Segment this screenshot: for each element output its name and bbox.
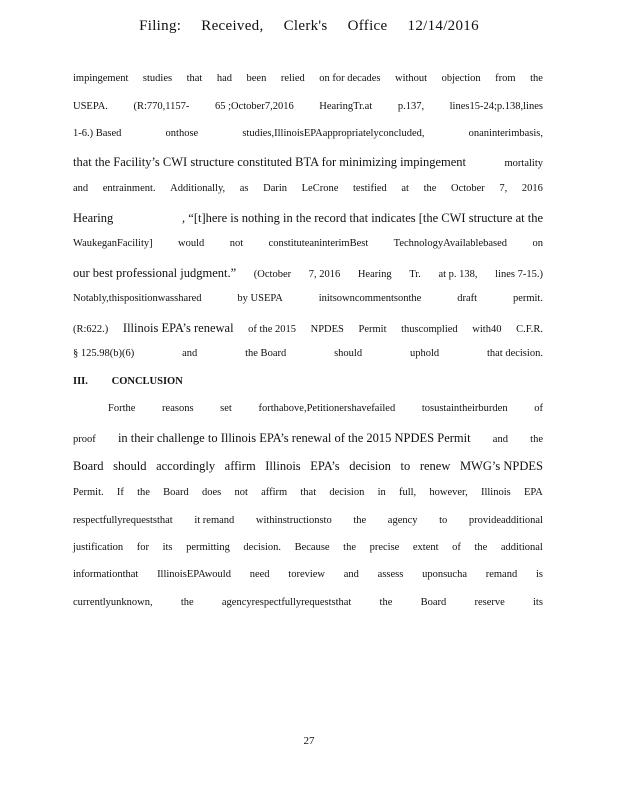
text-segment: toreview <box>288 569 326 580</box>
text-line <box>73 431 543 446</box>
text-segment: with40 <box>472 324 502 335</box>
text-segment: affirm <box>261 487 288 498</box>
text-line <box>73 348 543 359</box>
text-segment: accordingly <box>156 459 216 473</box>
text-segment: and <box>73 183 89 194</box>
text-line <box>73 515 543 526</box>
text-segment: precise <box>369 542 400 553</box>
text-segment: Illinois <box>480 487 511 498</box>
text-segment: permitting <box>186 542 230 553</box>
text-segment: remand <box>485 569 518 580</box>
text-segment: USEPA. <box>73 101 108 112</box>
text-segment: had <box>216 73 233 84</box>
text-segment: MWG’s NPDES <box>459 459 543 473</box>
text-segment: renew <box>419 459 451 473</box>
text-segment: at <box>401 183 409 194</box>
text-segment: HearingTr.at <box>319 101 373 112</box>
text-segment: not <box>229 238 244 249</box>
text-segment: our best professional judgment.” <box>73 266 237 280</box>
text-segment: permit. <box>512 293 543 304</box>
text-segment: does <box>202 487 222 498</box>
text-segment: in <box>377 487 386 498</box>
text-segment: relied <box>280 73 305 84</box>
text-segment: not <box>234 487 248 498</box>
text-segment: draft <box>457 293 478 304</box>
section-number: III. <box>73 376 88 387</box>
text-segment: EPA’s <box>310 459 340 473</box>
text-line <box>73 597 543 608</box>
text-segment: of <box>452 542 461 553</box>
text-segment: If <box>116 487 124 498</box>
text-segment: decision <box>349 459 391 473</box>
text-line <box>73 266 543 281</box>
text-line <box>73 155 543 170</box>
text-segment: however, <box>429 487 468 498</box>
text-segment: Darin <box>263 183 288 194</box>
text-segment: respectfullyrequeststhat <box>73 515 173 526</box>
text-segment: informationthat <box>73 569 139 580</box>
text-segment: in their challenge to Illinois EPA’s renewal of the 2015 NPDES Permit <box>117 431 471 445</box>
text-segment: forthabove,Petitionershavefailed <box>258 403 396 414</box>
text-segment: , “[t]here is nothing in the record that indicates [the CWI structure at the <box>182 211 543 225</box>
text-segment: of the 2015 <box>248 324 296 335</box>
text-segment: reasons <box>162 403 194 414</box>
text-segment: need <box>249 569 270 580</box>
header-word: 12/14/2016 <box>407 18 479 34</box>
text-segment: entrainment. <box>102 183 156 194</box>
text-line <box>73 101 543 112</box>
text-segment: affirm <box>224 459 256 473</box>
filing-stamp-header <box>0 18 618 35</box>
text-segment: that <box>300 487 317 498</box>
text-segment: (October <box>253 269 292 280</box>
text-segment: agencyrespectfullyrequeststhat <box>221 597 352 608</box>
text-line <box>73 128 543 139</box>
text-segment: additional <box>500 542 543 553</box>
text-segment: Hearing <box>357 269 392 280</box>
text-segment: extent <box>412 542 439 553</box>
text-segment: impingement <box>73 73 129 84</box>
text-segment: without <box>394 73 428 84</box>
text-segment: Board <box>73 459 104 473</box>
text-segment: that decision. <box>486 348 543 359</box>
header-word: Clerk's <box>283 18 328 34</box>
header-word: Received, <box>201 18 264 34</box>
text-segment: the <box>379 597 393 608</box>
text-segment: the <box>423 183 437 194</box>
text-segment: October <box>450 183 485 194</box>
text-segment: on for decades <box>319 73 381 84</box>
text-segment: Hearing <box>73 211 114 225</box>
text-segment: the <box>474 542 488 553</box>
text-segment: lines15-24;p.138,lines <box>449 101 543 112</box>
header-word: Filing: <box>139 18 182 34</box>
text-segment: initsowncommentsonthe <box>318 293 422 304</box>
text-segment: (R:622.) <box>73 324 109 335</box>
text-segment: Notably,thispositionwasshared <box>73 293 202 304</box>
text-segment: onaninterimbasis, <box>468 128 543 139</box>
text-segment: IllinoisEPAwould <box>157 569 231 580</box>
text-line <box>108 403 543 414</box>
text-segment: the <box>180 597 194 608</box>
text-segment: Board <box>420 597 447 608</box>
text-line <box>73 211 543 226</box>
text-segment: assess <box>377 569 404 580</box>
text-line <box>73 569 543 580</box>
text-segment: to <box>439 515 448 526</box>
text-segment: it remand <box>194 515 235 526</box>
text-line <box>73 459 543 474</box>
text-segment: and <box>182 348 198 359</box>
text-segment: that <box>186 73 203 84</box>
text-segment: Additionally, <box>170 183 226 194</box>
text-line <box>73 542 543 553</box>
text-segment: EPA <box>523 487 543 498</box>
text-segment: that the Facility’s CWI structure constituted BTA for minimizing impingement <box>73 155 467 169</box>
text-segment: by USEPA <box>237 293 283 304</box>
text-line <box>73 238 543 249</box>
text-segment: constituteaninterimBest <box>268 238 369 249</box>
text-segment: would <box>178 238 205 249</box>
text-segment: should <box>113 459 147 473</box>
text-segment: Forthe <box>108 403 136 414</box>
text-segment: and <box>492 434 508 445</box>
text-line <box>73 321 543 336</box>
text-segment: on <box>532 238 543 249</box>
text-segment: to <box>400 459 411 473</box>
text-segment: Permit <box>358 324 387 335</box>
text-segment: of <box>534 403 543 414</box>
text-segment: the <box>530 434 543 445</box>
section-heading <box>73 376 183 387</box>
text-segment: its <box>533 597 543 608</box>
text-line <box>73 183 543 194</box>
text-segment: testified <box>352 183 387 194</box>
text-segment: Illinois <box>265 459 301 473</box>
text-segment: justification <box>73 542 124 553</box>
text-segment: the <box>530 73 543 84</box>
section-title: CONCLUSION <box>111 376 183 387</box>
text-segment: agency <box>387 515 418 526</box>
text-segment: C.F.R. <box>516 324 543 335</box>
text-segment: § 125.98(b)(6) <box>73 348 135 359</box>
text-segment: 65 ;October7,2016 <box>214 101 294 112</box>
text-segment: (R:770,1157- <box>133 101 190 112</box>
text-segment: withinstructionsto <box>255 515 332 526</box>
text-segment: NPDES <box>310 324 344 335</box>
text-segment: should <box>334 348 363 359</box>
text-segment: is <box>535 569 543 580</box>
text-segment: Board <box>163 487 189 498</box>
text-segment: 7, 2016 <box>308 269 341 280</box>
page-number: 27 <box>303 735 315 747</box>
text-segment: WaukeganFacility] <box>73 238 153 249</box>
text-segment: Tr. <box>409 269 421 280</box>
text-segment: uphold <box>409 348 440 359</box>
text-segment: lines 7-15.) <box>495 269 543 280</box>
text-segment: 1-6.) Based <box>73 128 122 139</box>
text-segment: p.137, <box>397 101 425 112</box>
text-segment: as <box>239 183 249 194</box>
text-segment: and <box>343 569 359 580</box>
text-segment: thuscomplied <box>401 324 458 335</box>
text-segment: LeCrone <box>301 183 339 194</box>
text-segment: the <box>353 515 367 526</box>
text-segment: set <box>220 403 232 414</box>
text-segment: Because <box>294 542 330 553</box>
text-segment: uponsucha <box>422 569 467 580</box>
text-segment: 2016 <box>521 183 543 194</box>
text-segment: proof <box>73 434 96 445</box>
text-segment: tosustaintheirburden <box>421 403 508 414</box>
text-segment: 7, <box>499 183 508 194</box>
text-segment: provideadditional <box>468 515 543 526</box>
text-segment: studies <box>142 73 173 84</box>
text-segment: TechnologyAvailablebased <box>393 238 508 249</box>
text-segment: studies,IllinoisEPAappropriatelyconcluded, <box>242 128 425 139</box>
text-segment: been <box>246 73 267 84</box>
text-segment: full, <box>398 487 417 498</box>
text-segment: mortality <box>504 158 543 169</box>
text-segment: onthose <box>165 128 199 139</box>
text-segment: for <box>136 542 149 553</box>
text-line <box>73 73 543 84</box>
text-segment: from <box>495 73 516 84</box>
text-segment: objection <box>441 73 481 84</box>
text-segment: the <box>343 542 356 553</box>
text-segment: decision. <box>243 542 282 553</box>
text-segment: decision <box>329 487 365 498</box>
text-segment: Illinois EPA’s renewal <box>122 321 234 335</box>
text-segment: the Board <box>245 348 287 359</box>
text-segment: its <box>162 542 173 553</box>
text-line <box>73 293 543 304</box>
text-segment: reserve <box>474 597 505 608</box>
text-segment: Permit. <box>73 487 104 498</box>
header-word: Office <box>347 18 388 34</box>
text-segment: the <box>137 487 150 498</box>
text-segment: at p. 138, <box>438 269 478 280</box>
text-segment: currentlyunknown, <box>73 597 153 608</box>
text-line <box>73 487 543 498</box>
